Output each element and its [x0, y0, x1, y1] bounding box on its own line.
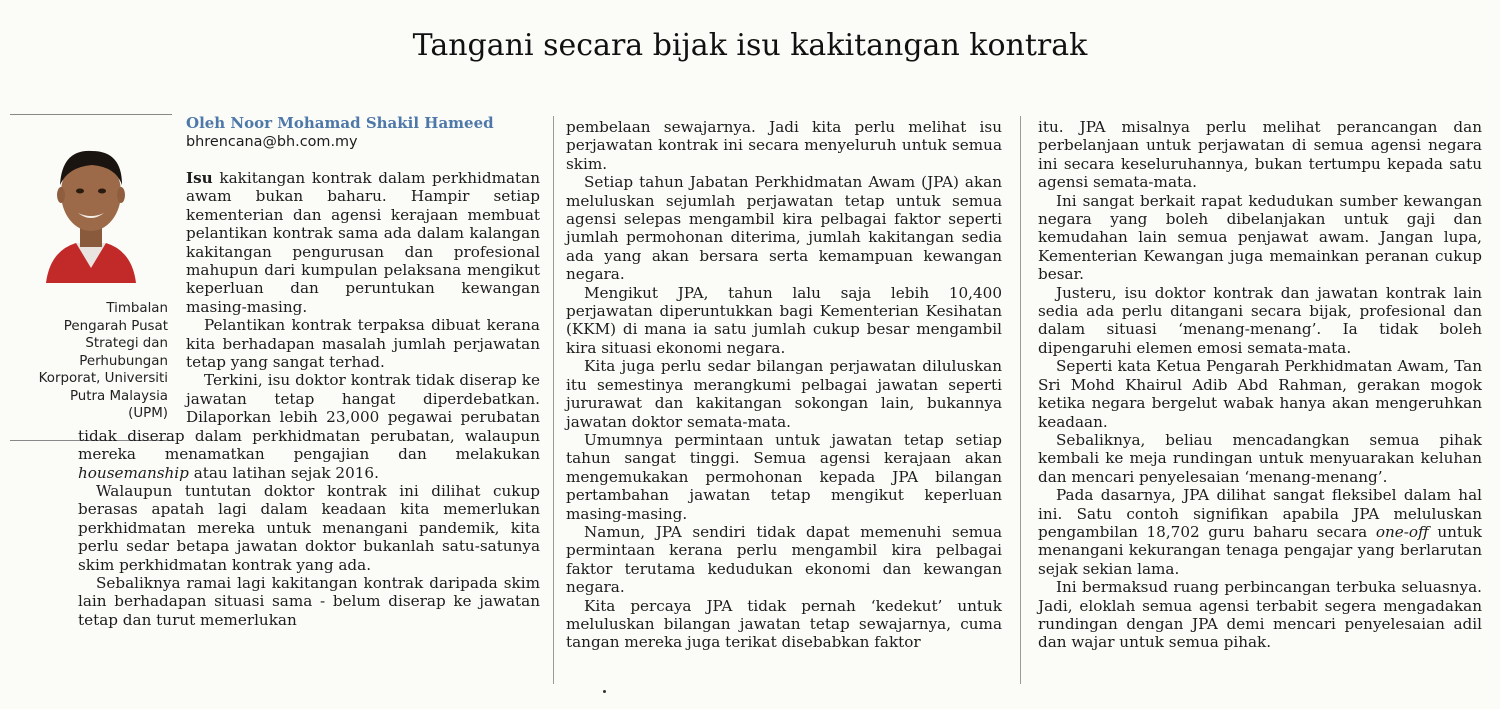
paragraph: Mengikut JPA, tahun lalu saja lebih 10,400 perjawatan diperuntukkan bagi Kementerian Kesihatan (KKM) di mana ia satu jumlah cukup besar mengambil kira situasi ekonomi negara.: [566, 283, 1002, 357]
paragraph: Kita percaya JPA tidak pernah ‘kedekut’ untuk meluluskan bilangan jawatan tetap sewajarnya, cuma tangan mereka juga terikat disebabkan faktor: [566, 596, 1002, 652]
paragraph: Justeru, isu doktor kontrak dan jawatan kontrak lain sedia ada perlu ditangani secara bijak, profesional dan dalam situasi ‘menang-menang’. Ia tidak boleh dipengaruhi elemen emosi semata-mata.: [1038, 283, 1482, 357]
article-column-1: [78, 114, 540, 629]
caption-line: Strategi dan: [85, 336, 168, 351]
caption-line: Perhubungan: [79, 353, 168, 369]
paragraph: Isu kakitangan kontrak dalam perkhidmatan awam bukan baharu. Hampir setiap kementerian dan agensi kerajaan membuat pelantikan kontrak sama ada dalam kalangan kakitangan pengurusan dan profesional mahupun dari kumpulan pelaksana mengikut keperluan dan peruntukan kewangan masing-masing.: [186, 169, 540, 316]
lead-word: Isu: [186, 169, 213, 187]
paragraph: Sebaliknya, beliau mencadangkan semua pihak kembali ke meja rundingan untuk menyuarakan keluhan dan mencari penyelesaian ‘menang-menang’.: [1038, 430, 1482, 486]
italic-term: housemanship: [78, 463, 189, 482]
paragraph: Ini sangat berkait rapat kedudukan sumber kewangan negara yang boleh dibelanjakan untuk gaji dan kemudahan lain semua penjawat awam. Jangan lupa, Kementerian Kewangan juga memainkan peranan cukup besar.: [1038, 191, 1482, 284]
paragraph: Terkini, isu doktor kontrak tidak diserap ke jawatan tetap hangat diperdebatkan. Dilaporkan lebih 23,000 pegawai perubatan tidak diserap dalam perkhidmatan perubatan, walaupun mereka menamatkan pengajian dan melakukan housemanship atau latihan sejak 2016.: [78, 371, 540, 482]
caption-line: Pengarah Pusat: [63, 318, 168, 334]
paragraph: pembelaan sewajarnya. Jadi kita perlu melihat isu perjawatan kontrak ini secara menyeluruh untuk semua skim.: [566, 118, 1002, 173]
headline: Tangani secara bijak isu kakitangan kontrak: [412, 28, 1088, 63]
paragraph: Seperti kata Ketua Pengarah Perkhidmatan Awam, Tan Sri Mohd Khairul Adib Abd Rahman, gerakan mogok ketika negara bergelut wabak hanya akan mengeruhkan keadaan.: [1038, 357, 1482, 431]
caption-line: (UPM): [128, 406, 168, 421]
article-column-3: [1038, 118, 1482, 652]
column-divider: [553, 116, 554, 684]
paragraph: Setiap tahun Jabatan Perkhidmatan Awam (JPA) akan meluluskan sejumlah perjawatan tetap untuk semua agensi selepas mengambil kira pelbagai faktor seperti jumlah permohonan diterima, jumlah kakitangan sedia ada yang akan bersara serta kemampuan kewangan negara.: [566, 173, 1002, 284]
paragraph: Kita juga perlu sedar bilangan perjawatan diluluskan itu semestinya merangkumi pelbagai jawatan seperti jururawat dan kakitangan sokongan lain, bukannya jawatan doktor semata-mata.: [566, 357, 1002, 431]
article-column-2: [566, 118, 1002, 652]
paragraph: Pada dasarnya, JPA dilihat sangat fleksibel dalam hal ini. Satu contoh signifikan apabila JPA meluluskan pengambilan 18,702 guru baharu secara one-off untuk menangani kekurangan tenaga pengajar yang berlarutan sejak sekian lama.: [1038, 486, 1482, 578]
paragraph: itu. JPA misalnya perlu melihat perancangan dan perbelanjaan untuk perjawatan di semua agensi negara ini secara keseluruhannya, bukan tertumpu kepada satu agensi semata-mata.: [1038, 118, 1482, 192]
paragraph: Pelantikan kontrak terpaksa dibuat kerana kita berhadapan masalah jumlah perjawatan tetap yang sangat terhad.: [186, 316, 540, 372]
byline: Oleh Noor Mohamad Shakil Hameed: [186, 114, 494, 132]
italic-term: one-off: [1375, 522, 1429, 541]
paragraph: Namun, JPA sendiri tidak dapat memenuhi semua permintaan kerana perlu mengambil kira pelbagai faktor terutama kedudukan ekonomi dan kewangan negara.: [566, 522, 1002, 597]
paragraph: Sebaliknya ramai lagi kakitangan kontrak daripada skim lain berhadapan situasi sama - belum diserap ke jawatan tetap dan turut memerlukan: [78, 573, 540, 629]
caption-line: Putra Malaysia: [69, 388, 168, 404]
paragraph: Walaupun tuntutan doktor kontrak ini dilihat cukup berasas apatah lagi dalam keadaan kita memerlukan perkhidmatan mereka untuk menangani pandemik, kita perlu sedar betapa jawatan doktor bukanlah satu-satunya skim perkhidmatan kontrak yang ada.: [78, 481, 540, 574]
caption-line: Korporat, Universiti: [38, 371, 168, 386]
print-speck: [603, 690, 606, 693]
author-email: bhrencana@bh.com.my: [186, 134, 358, 150]
paragraph: Umumnya permintaan untuk jawatan tetap setiap tahun sangat tinggi. Semua agensi kerajaan akan mengemukakan permohonan kepada JPA bilangan pertambahan jawatan tetap mengikut keperluan masing-masing.: [566, 430, 1002, 523]
paragraph: Ini bermaksud ruang perbincangan terbuka seluasnya. Jadi, eloklah semua agensi terbabit segera mengadakan rundingan dengan JPA demi mencari penyelesaian adil dan wajar untuk semua pihak.: [1038, 578, 1482, 652]
column-divider: [1020, 116, 1021, 684]
caption-line: Timbalan: [106, 301, 168, 316]
